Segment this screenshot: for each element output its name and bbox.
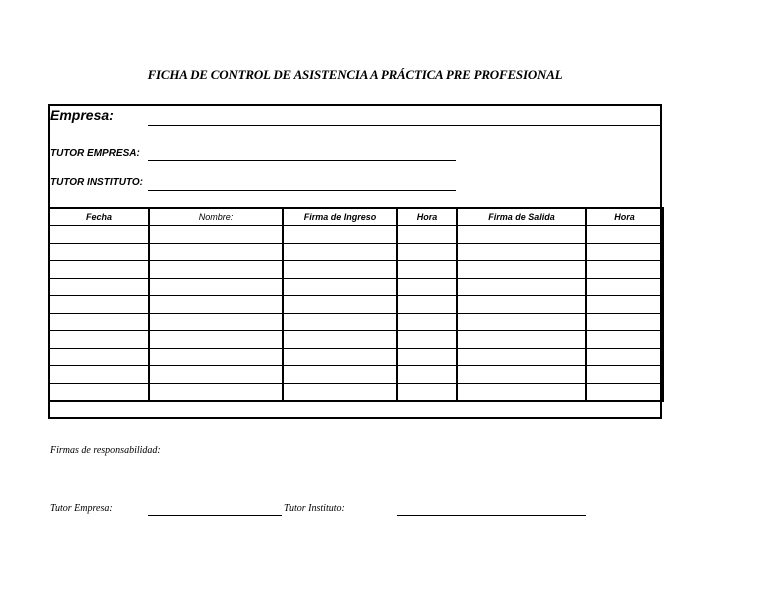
table-cell[interactable] <box>283 226 397 244</box>
empresa-label: Empresa: <box>50 107 114 123</box>
table-cell[interactable] <box>49 243 149 261</box>
table-cell[interactable] <box>283 243 397 261</box>
table-row <box>49 261 663 279</box>
table-cell[interactable] <box>586 226 663 244</box>
tutor-empresa-label: TUTOR EMPRESA: <box>50 148 140 159</box>
tutor-instituto-label: TUTOR INSTITUTO: <box>50 177 143 188</box>
table-cell[interactable] <box>397 383 457 401</box>
col-hora-ingreso: Hora <box>397 208 457 226</box>
table-cell[interactable] <box>283 366 397 384</box>
table-cell[interactable] <box>149 226 283 244</box>
col-hora-salida: Hora <box>586 208 663 226</box>
table-cell[interactable] <box>49 313 149 331</box>
tutor-instituto-line <box>148 190 456 191</box>
table-cell[interactable] <box>457 261 586 279</box>
table-cell[interactable] <box>283 383 397 401</box>
table-cell[interactable] <box>586 313 663 331</box>
table-row <box>49 296 663 314</box>
table-cell[interactable] <box>586 243 663 261</box>
attendance-table <box>48 207 664 402</box>
table-cell[interactable] <box>397 226 457 244</box>
table-cell[interactable] <box>149 278 283 296</box>
table-cell[interactable] <box>49 331 149 349</box>
col-firma-ingreso: Firma de Ingreso <box>283 208 397 226</box>
table-row <box>49 383 663 401</box>
table-cell[interactable] <box>586 261 663 279</box>
table-cell[interactable] <box>149 261 283 279</box>
table-body <box>49 226 663 401</box>
table-cell[interactable] <box>149 296 283 314</box>
table-cell[interactable] <box>457 313 586 331</box>
table-cell[interactable] <box>49 296 149 314</box>
table-cell[interactable] <box>457 366 586 384</box>
table-cell[interactable] <box>149 366 283 384</box>
table-cell[interactable] <box>49 278 149 296</box>
footer-tutor-empresa-line <box>148 515 282 516</box>
col-nombre: Nombre: <box>149 208 283 226</box>
col-firma-salida: Firma de Salida <box>457 208 586 226</box>
table-cell[interactable] <box>586 331 663 349</box>
table-cell[interactable] <box>457 226 586 244</box>
tutor-empresa-line <box>148 160 456 161</box>
table-cell[interactable] <box>457 348 586 366</box>
table-row <box>49 366 663 384</box>
table-cell[interactable] <box>397 366 457 384</box>
table-cell[interactable] <box>49 366 149 384</box>
table-cell[interactable] <box>49 383 149 401</box>
table-cell[interactable] <box>283 296 397 314</box>
table-cell[interactable] <box>149 348 283 366</box>
table-cell[interactable] <box>457 383 586 401</box>
table-cell[interactable] <box>397 278 457 296</box>
empresa-line <box>148 125 662 126</box>
table-cell[interactable] <box>586 383 663 401</box>
firmas-label: Firmas de responsabilidad: <box>50 445 161 456</box>
table-cell[interactable] <box>149 243 283 261</box>
table-cell[interactable] <box>283 261 397 279</box>
table-cell[interactable] <box>49 226 149 244</box>
table-cell[interactable] <box>283 348 397 366</box>
table-cell[interactable] <box>283 331 397 349</box>
table-cell[interactable] <box>397 348 457 366</box>
footer-tutor-instituto-label: Tutor Instituto: <box>284 503 345 514</box>
table-cell[interactable] <box>49 261 149 279</box>
footer-tutor-instituto-line <box>397 515 586 516</box>
table-cell[interactable] <box>149 331 283 349</box>
table-cell[interactable] <box>457 331 586 349</box>
table-row <box>49 278 663 296</box>
table-row <box>49 331 663 349</box>
col-fecha: Fecha <box>49 208 149 226</box>
table-cell[interactable] <box>49 348 149 366</box>
table-row <box>49 313 663 331</box>
table-row <box>49 243 663 261</box>
footer-tutor-empresa-label: Tutor Empresa: <box>50 503 113 514</box>
table-cell[interactable] <box>457 296 586 314</box>
table-cell[interactable] <box>397 296 457 314</box>
table-cell[interactable] <box>283 278 397 296</box>
table-header-row <box>49 208 663 226</box>
table-cell[interactable] <box>397 313 457 331</box>
table-cell[interactable] <box>149 383 283 401</box>
table-cell[interactable] <box>283 313 397 331</box>
table-cell[interactable] <box>397 243 457 261</box>
table-cell[interactable] <box>397 261 457 279</box>
table-cell[interactable] <box>586 296 663 314</box>
table-row <box>49 226 663 244</box>
table-cell[interactable] <box>586 348 663 366</box>
table-cell[interactable] <box>397 331 457 349</box>
table-row <box>49 348 663 366</box>
table-cell[interactable] <box>457 278 586 296</box>
table-cell[interactable] <box>149 313 283 331</box>
table-cell[interactable] <box>457 243 586 261</box>
table-cell[interactable] <box>586 366 663 384</box>
table-cell[interactable] <box>586 278 663 296</box>
form-title: FICHA DE CONTROL DE ASISTENCIA A PRÁCTICA PRE PROFESIONAL <box>147 67 563 82</box>
